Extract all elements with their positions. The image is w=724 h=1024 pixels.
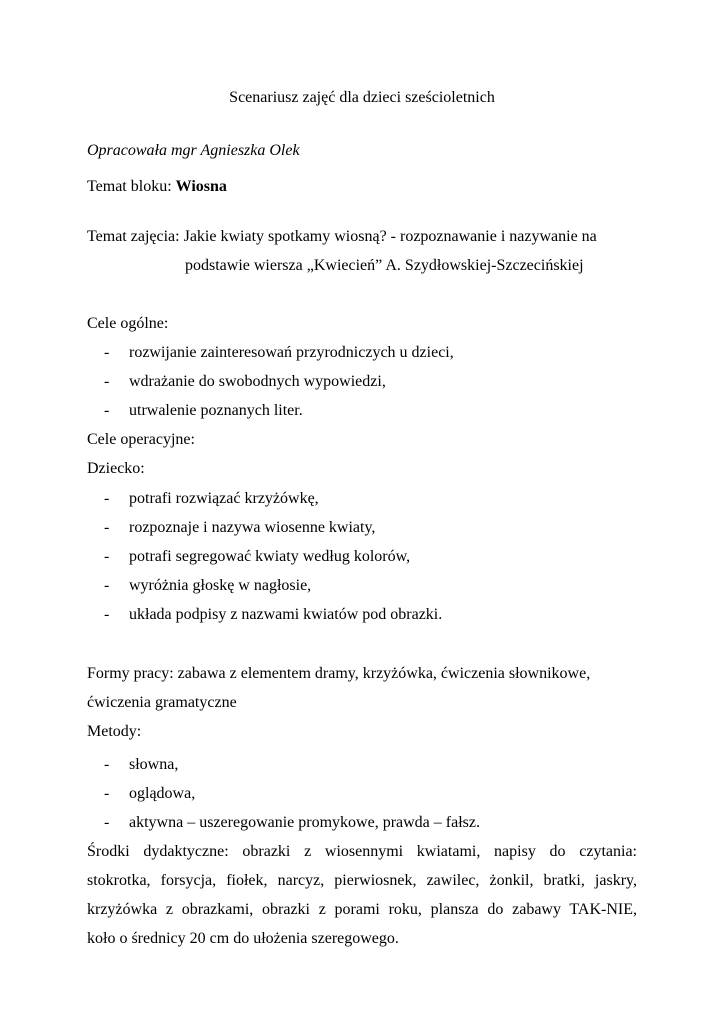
list-item: aktywna – uszeregowanie promykowe, prawda – fałsz.	[129, 814, 480, 831]
materials-line2: stokrotka, forsycja, fiołek, narcyz, pierwiosnek, zawilec, żonkil, bratki, jaskry,	[87, 872, 637, 889]
list-bullet: -	[104, 490, 110, 507]
list-bullet: -	[104, 606, 110, 623]
list-item: wdrażanie do swobodnych wypowiedzi,	[129, 373, 386, 390]
list-item: słowna,	[129, 756, 179, 773]
work-forms-line1: Formy pracy: zabawa z elementem dramy, krzyżówka, ćwiczenia słownikowe,	[87, 665, 591, 682]
list-item: układa podpisy z nazwami kwiatów pod obrazki.	[129, 606, 443, 623]
list-item: rozwijanie zainteresowań przyrodniczych u dzieci,	[129, 344, 454, 361]
list-bullet: -	[104, 814, 110, 831]
author-line: Opracowała mgr Agnieszka Olek	[87, 142, 300, 159]
list-item: oglądowa,	[129, 785, 196, 802]
lesson-topic-line1: Temat zajęcia: Jakie kwiaty spotkamy wiosną? - rozpoznawanie i nazywanie na	[87, 228, 597, 245]
list-item: wyróżnia głoskę w nagłosie,	[129, 577, 312, 594]
child-heading: Dziecko:	[87, 460, 145, 477]
list-bullet: -	[104, 373, 110, 390]
materials-line3: krzyżówka z obrazkami, obrazki z porami roku, plansza do zabawy TAK-NIE,	[87, 901, 637, 918]
block-topic-label: Temat bloku:	[87, 178, 176, 195]
list-bullet: -	[104, 548, 110, 565]
list-bullet: -	[104, 402, 110, 419]
list-bullet: -	[104, 577, 110, 594]
operational-goals-heading: Cele operacyjne:	[87, 431, 195, 448]
work-forms-line2: ćwiczenia gramatyczne	[87, 694, 237, 711]
list-bullet: -	[104, 519, 110, 536]
block-topic-value: Wiosna	[175, 178, 227, 195]
materials-line4: koło o średnicy 20 cm do ułożenia szeregowego.	[87, 930, 399, 947]
list-bullet: -	[104, 344, 110, 361]
list-item: rozpoznaje i nazywa wiosenne kwiaty,	[129, 519, 376, 536]
list-item: potrafi rozwiązać krzyżówkę,	[129, 490, 319, 507]
materials-line1: Środki dydaktyczne: obrazki z wiosennymi kwiatami, napisy do czytania:	[87, 843, 637, 860]
document-title: Scenariusz zajęć dla dzieci sześcioletnich	[229, 89, 495, 106]
block-topic	[87, 177, 227, 197]
general-goals-heading: Cele ogólne:	[87, 315, 169, 332]
list-item: potrafi segregować kwiaty według kolorów,	[129, 548, 411, 565]
lesson-topic-line2: podstawie wiersza „Kwiecień” A. Szydłowskiej-Szczecińskiej	[185, 257, 584, 274]
methods-heading: Metody:	[87, 723, 142, 740]
list-bullet: -	[104, 756, 110, 773]
list-bullet: -	[104, 785, 110, 802]
list-item: utrwalenie poznanych liter.	[129, 402, 303, 419]
